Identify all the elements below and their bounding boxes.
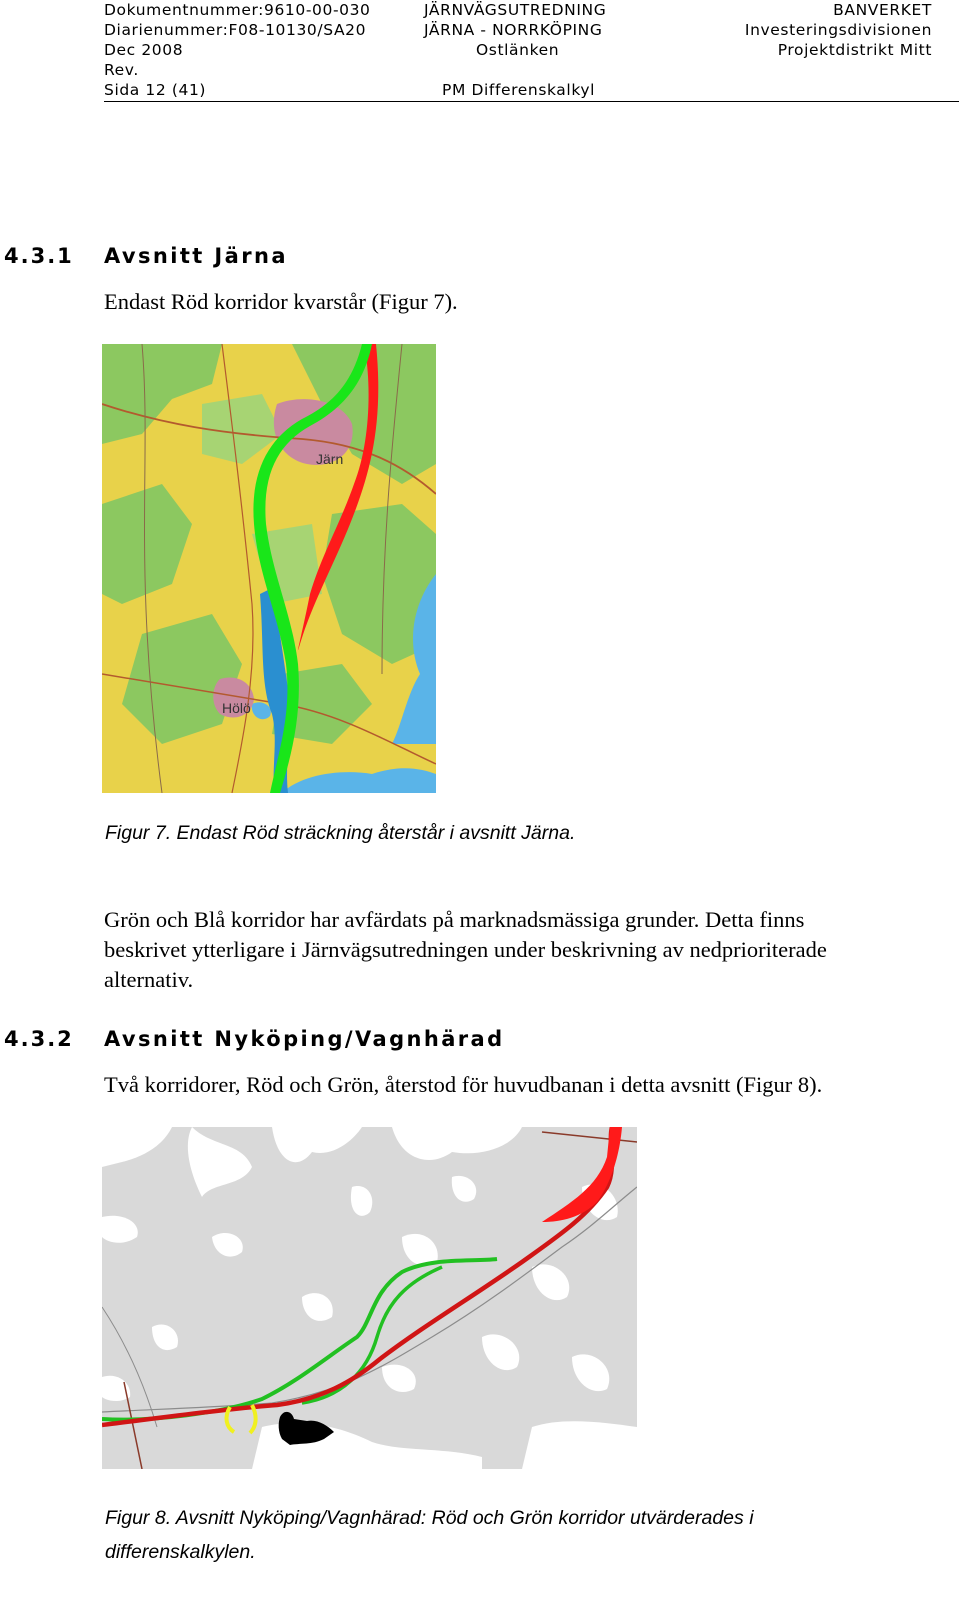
header-document-title: PM Differenskalkyl [442, 81, 596, 99]
section-number: 4.3.2 [4, 1027, 74, 1051]
header-organization: BANVERKET [833, 1, 932, 19]
header-route: JÄRNA - NORRKÖPING [424, 21, 603, 39]
section-title: Avsnitt Järna [104, 244, 288, 268]
header-report-type: JÄRNVÄGSUTREDNING [424, 1, 607, 19]
paragraph-line-3: alternativ. [104, 967, 194, 992]
section-title: Avsnitt Nyköping/Vagnhärad [104, 1027, 505, 1051]
section-intro: Endast Röd korridor kvarstår (Figur 7). [104, 289, 458, 314]
paragraph-line-1: Grön och Blå korridor har avfärdats på marknadsmässiga grunder. Detta finns [104, 907, 805, 932]
section-intro: Två korridorer, Röd och Grön, återstod för huvudbanan i detta avsnitt (Figur 8). [104, 1072, 823, 1097]
paragraph-line-2: beskrivet ytterligare i Järnvägsutredningen under beskrivning av nedprioriterade [104, 937, 827, 962]
section-number: 4.3.1 [4, 244, 74, 268]
header-district: Projektdistrikt Mitt [777, 41, 932, 59]
figure-8-caption-line-2: differenskalkylen. [105, 1541, 256, 1563]
map-label-jarna: Järn [316, 451, 344, 467]
figure-8-caption-line-1: Figur 8. Avsnitt Nyköping/Vagnhärad: Röd och Grön korridor utvärderades i [105, 1507, 754, 1529]
map-label-holo: Hölö [222, 700, 251, 716]
header-division: Investeringsdivisionen [744, 21, 932, 39]
header-date: Dec 2008 [104, 41, 184, 59]
header-page-number: Sida 12 (41) [104, 81, 207, 99]
figure-7-caption: Figur 7. Endast Röd sträckning återstår i avsnitt Järna. [105, 822, 576, 844]
header-diary-number: Diarienummer:F08-10130/SA20 [104, 21, 367, 39]
figure-8-map [102, 1127, 637, 1469]
header-doc-number: Dokumentnummer:9610-00-030 [104, 1, 371, 19]
header-project: Ostlänken [476, 41, 560, 59]
figure-7-map [102, 344, 436, 793]
header-rule [104, 101, 959, 102]
header-revision: Rev. [104, 61, 139, 79]
